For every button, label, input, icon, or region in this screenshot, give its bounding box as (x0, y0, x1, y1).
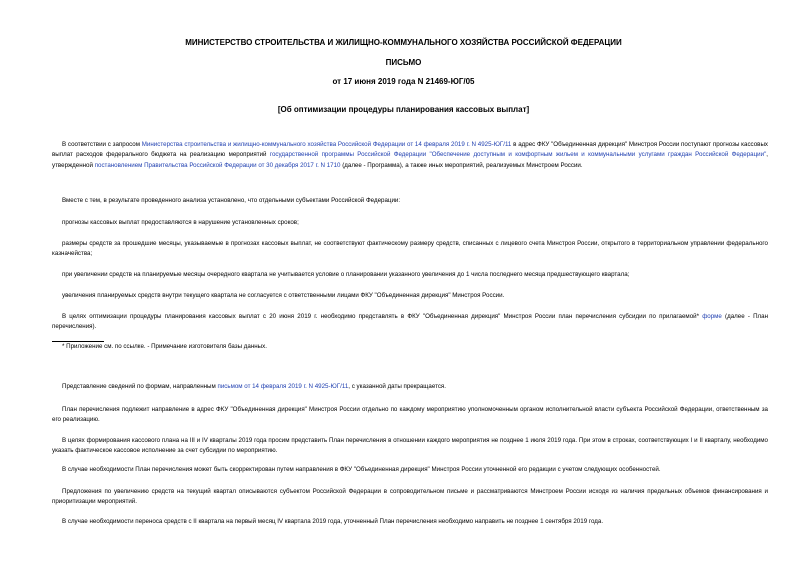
paragraph-12: Предложения по увеличению средств на текущий квартал описываются субъектом Российской Федерации в сопроводительном письме и рассматриваются Минстроем России исходя из наличия предельных объемов финансирования и приоритизации мероприятий. (52, 488, 768, 506)
link-ministry-request[interactable]: Министерства строительства и жилищно-коммунального хозяйства Российской Федерации от 14 февраля 2019 г. N 4925-ЮГ/11 (141, 141, 512, 148)
link-government-decree[interactable]: постановлением Правительства Российской Федерации от 30 декабря 2017 г. N 1710 (94, 161, 341, 169)
paragraph-6: увеличения планируемых средств внутри текущего квартала не согласуется с ответственными лицами ФКУ "Объединенная дирекция" Минстроя России. (62, 292, 505, 299)
paragraph-11: В случае необходимости План перечисления может быть скорректирован путем направления в ФКУ "Объединенная дирекция" Минстроя России уточненной его редакции с учетом следующих особенностей. (62, 466, 661, 473)
paragraph-10: В целях формирования кассового плана на III и IV кварталы 2019 года просим представить План перечисления в отношении каждого мероприятия не позднее 1 июля 2019 года. При этом в строках, соответствующих I и II кварталу, необходимо указать фактическое кассовое исполнение за счет субсидии по мероприятию. (52, 437, 768, 455)
link-form[interactable]: форме (702, 313, 722, 320)
paragraph-5: при увеличении средств на планируемые месяцы очередного квартала не учитывается условие о планировании указанного увеличения до 1 числа последнего месяца предшествующего квартала; (62, 271, 630, 278)
paragraph-9: План перечисления подлежит направление в адрес ФКУ "Объединенная дирекция" Минстроя России отдельно по каждому мероприятию уполномоченным органом исполнительной власти субъекта Российской Федерации, ответственным за его реализацию. (52, 406, 768, 424)
paragraph-3: прогнозы кассовых выплат предоставляются в нарушение установленных сроков; (62, 219, 299, 226)
paragraph-1-text-1: В соответствии с запросом (62, 141, 142, 148)
paragraph-2: Вместе с тем, в результате проведенного анализа установлено, что отдельными субъектами Российской Федерации: (62, 197, 401, 204)
document-subject: [Об оптимизации процедуры планирования кассовых выплат] (277, 105, 530, 114)
paragraph-1-text-4: (далее - Программа), а также иных мероприятий, реализуемых Минстроем России. (340, 161, 583, 169)
paragraph-8-text-2: , с указанной даты прекращается. (348, 383, 447, 390)
paragraph-1-text-3: , утвержденной (52, 151, 768, 169)
paragraph-4: размеры средств за прошедшие месяцы, указываемые в прогнозах кассовых выплат, не соответствуют фактическому размеру средств, списанных с лицевого счета Минстроя России, открытого в территориальном управлении федерального казначейства; (52, 240, 768, 258)
paragraph-7-text-1: В целях оптимизации процедуры планирования кассовых выплат с 20 июня 2019 г. необходимо представлять в ФКУ "Объединенная дирекция" Минстроя России план перечисления субсидии по прилагаемой* (62, 313, 703, 320)
paragraph-8-text-1: Представление сведений по формам, направленным (62, 383, 218, 390)
link-state-program[interactable]: государственной программы Российской Федерации "Обеспечение доступным и комфортным жильем и коммунальными услугами граждан Российской Федерации" (269, 151, 767, 159)
paragraph-8 (52, 382, 768, 392)
paragraph-1-text-2: в адрес ФКУ "Объединенная дирекция" Минстроя России поступают прогнозы кассовых выплат расходов федерального бюджета на реализацию мероприятий (52, 141, 768, 159)
paragraph-1 (52, 140, 768, 171)
document-date-number: от 17 июня 2019 года N 21469-ЮГ/05 (332, 77, 475, 86)
ministry-heading: МИНИСТЕРСТВО СТРОИТЕЛЬСТВА И ЖИЛИЩНО-КОММУНАЛЬНОГО ХОЗЯЙСТВА РОССИЙСКОЙ ФЕДЕРАЦИИ (185, 38, 622, 47)
document-type: ПИСЬМО (385, 58, 422, 67)
paragraph-7 (52, 312, 768, 333)
link-letter-feb-14[interactable]: письмом от 14 февраля 2019 г. N 4925-ЮГ/11 (217, 383, 349, 390)
footnote: * Приложение см. по ссылке. - Примечание изготовителя базы данных. (62, 343, 267, 350)
paragraph-7-text-2: (далее - План перечисления). (52, 313, 768, 331)
paragraph-13: В случае необходимости переноса средств с II квартала на первый месяц IV квартала 2019 года, уточненный План перечисления необходимо направить не позднее 1 сентября 2019 года. (62, 518, 604, 525)
